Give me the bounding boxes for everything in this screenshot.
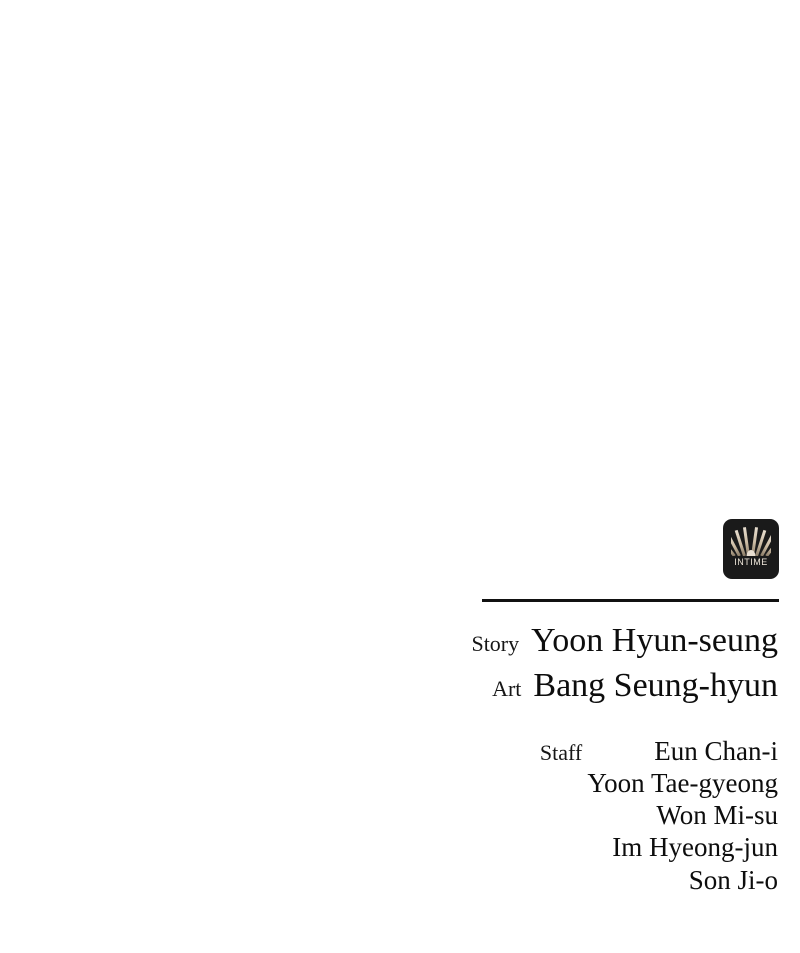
publisher-logo xyxy=(723,519,779,579)
credit-name-art: Bang Seung-hyun xyxy=(533,667,778,705)
credit-role-story: Story xyxy=(471,631,520,656)
credit-role-art: Art xyxy=(492,676,522,702)
staff-name: Im Hyeong-jun xyxy=(612,832,778,863)
staff-list xyxy=(308,735,778,896)
staff-names-rest xyxy=(308,767,778,896)
credits-divider xyxy=(482,599,779,602)
staff-name: Eun Chan-i xyxy=(654,736,778,766)
fan-icon xyxy=(731,524,771,556)
credit-name-story: Yoon Hyun-seung xyxy=(531,622,778,659)
credit-row xyxy=(308,620,778,661)
credits-list xyxy=(308,620,778,707)
staff-name: Son Ji-o xyxy=(688,864,778,895)
staff-name: Won Mi-su xyxy=(656,800,778,831)
credit-row xyxy=(308,665,778,706)
staff-row xyxy=(308,735,778,767)
staff-role-label: Staff xyxy=(539,740,583,765)
staff-name: Yoon Tae-gyeong xyxy=(587,768,778,799)
publisher-wordmark: INTIME xyxy=(734,557,768,567)
